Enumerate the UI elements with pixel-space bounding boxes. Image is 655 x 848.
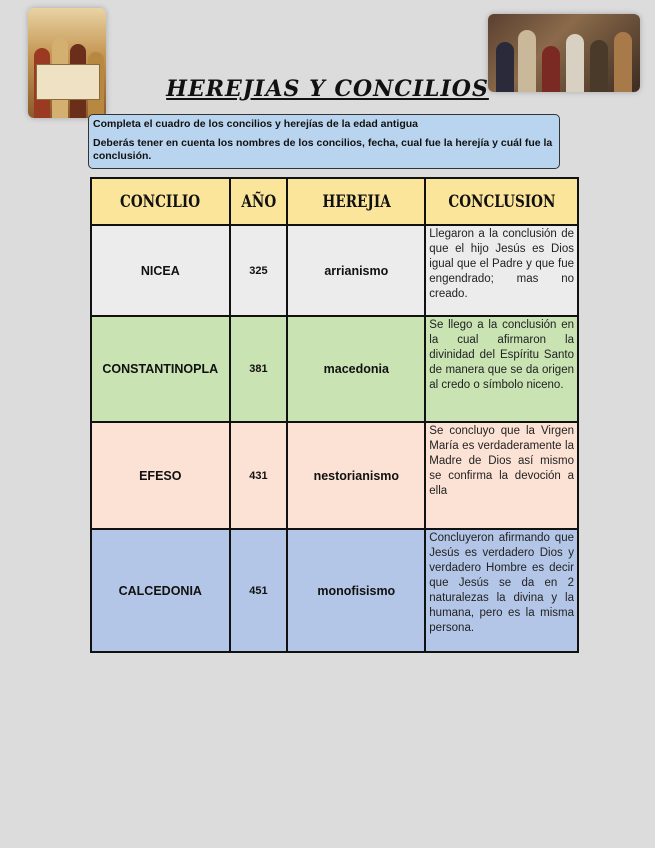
header-herejia: HEREJIA — [287, 178, 425, 225]
cell-herejia: macedonia — [287, 316, 425, 422]
cell-conclusion: Llegaron a la conclusión de que el hijo Jesús es Dios igual que el Padre y que fue engendrado; mas no creado. — [425, 225, 578, 316]
table-row — [91, 422, 578, 529]
cell-herejia: arrianismo — [287, 225, 425, 316]
header-concilio: CONCILIO — [91, 178, 230, 225]
cell-herejia: monofisismo — [287, 529, 425, 652]
councils-table — [90, 177, 579, 653]
cell-conclusion: Concluyeron afirmando que Jesús es verdadero Dios y verdadero Hombre es decir que Jesús se da en 2 naturalezas la divina y la humana, pero es la misma persona. — [425, 529, 578, 652]
cell-anio: 431 — [230, 422, 288, 529]
header-anio: AÑO — [230, 178, 288, 225]
cell-conclusion: Se concluyo que la Virgen María es verdaderamente la Madre de Dios así mismo se confirma la devoción a ella — [425, 422, 578, 529]
table-header-row — [91, 178, 578, 225]
table-row — [91, 316, 578, 422]
instructions-box — [88, 114, 560, 169]
cell-concilio: EFESO — [91, 422, 230, 529]
cell-herejia: nestorianismo — [287, 422, 425, 529]
cell-concilio: CONSTANTINOPLA — [91, 316, 230, 422]
table-row — [91, 529, 578, 652]
cell-anio: 325 — [230, 225, 288, 316]
icon-painting-image — [28, 8, 106, 118]
council-painting-image — [488, 14, 640, 92]
cell-concilio: NICEA — [91, 225, 230, 316]
instruction-line-1: Completa el cuadro de los concilios y herejías de la edad antigua — [93, 118, 419, 130]
cell-conclusion: Se llego a la conclusión en la cual afirmaron la divinidad del Espíritu Santo de manera que se da origen al credo o símbolo niceno. — [425, 316, 578, 422]
instruction-line-2: Deberás tener en cuenta los nombres de los concilios, fecha, cual fue la herejía y cuál fue la conclusión. — [93, 137, 553, 162]
cell-anio: 381 — [230, 316, 288, 422]
page-title: HEREJIAS Y CONCILIOS — [166, 76, 489, 102]
cell-concilio: CALCEDONIA — [91, 529, 230, 652]
header-conclusion: CONCLUSION — [425, 178, 578, 225]
cell-anio: 451 — [230, 529, 288, 652]
table-row — [91, 225, 578, 316]
